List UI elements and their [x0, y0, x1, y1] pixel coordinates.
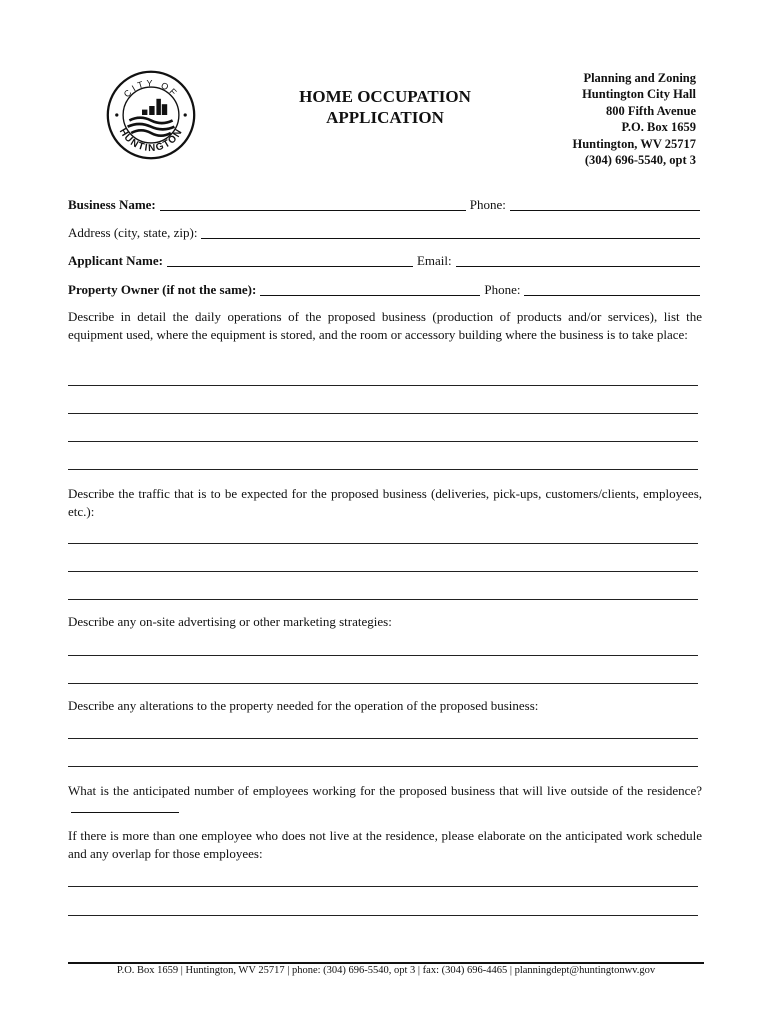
answer-line[interactable]	[68, 738, 698, 739]
employees-count-field[interactable]	[71, 801, 179, 813]
answer-line[interactable]	[68, 886, 698, 887]
form-title	[270, 86, 500, 128]
question-employees-count-text: What is the anticipated number of employees working for the proposed business that will live outside of the residence?	[68, 783, 702, 798]
question-daily-operations: Describe in detail the daily operations of the proposed business (production of products and/or services), list the equipment used, where the equipment is stored, and the room or accessory building where the business is to take place:	[68, 309, 702, 342]
seal-top-text: CITY OF	[121, 78, 181, 100]
applicant-row	[68, 253, 700, 269]
address-label: Address (city, state, zip):	[68, 225, 198, 240]
office-line: (304) 696-5540, opt 3	[584, 153, 696, 168]
phone-field[interactable]	[510, 198, 700, 211]
address-row	[68, 225, 700, 241]
question-traffic: Describe the traffic that is to be expected for the proposed business (deliveries, pick-ups, customers/clients, employees, etc.):	[68, 486, 702, 519]
question-advertising: Describe any on-site advertising or other marketing strategies:	[68, 614, 392, 629]
office-line: Huntington, WV 25717	[572, 136, 696, 151]
question-alterations: Describe any alterations to the property needed for the operation of the proposed business:	[68, 698, 539, 713]
phone-label: Phone:	[469, 197, 506, 212]
office-address-block	[572, 70, 696, 168]
owner-phone-label: Phone:	[484, 282, 521, 297]
property-owner-label: Property Owner (if not the same):	[68, 282, 257, 297]
footer-divider	[68, 962, 704, 964]
answer-line[interactable]	[68, 683, 698, 684]
business-name-label: Business Name:	[68, 197, 156, 212]
answer-line[interactable]	[68, 413, 698, 414]
applicant-name-label: Applicant Name:	[68, 253, 163, 268]
answer-line[interactable]	[68, 915, 698, 916]
office-line: 800 Fifth Avenue	[605, 103, 696, 118]
property-owner-field[interactable]	[260, 283, 480, 296]
seal-bottom-text: HUNTINGTON	[116, 126, 186, 155]
city-seal-logo	[106, 70, 196, 160]
property-owner-row	[68, 282, 700, 298]
form-title-line-1: HOME OCCUPATION	[299, 87, 471, 106]
question-employee-schedule: If there is more than one employee who does not live at the residence, please elaborate on the anticipated work schedule and any overlap for those employees:	[68, 828, 702, 861]
answer-line[interactable]	[68, 766, 698, 767]
answer-line[interactable]	[68, 571, 698, 572]
email-label: Email:	[416, 253, 452, 268]
owner-phone-field[interactable]	[524, 283, 700, 296]
applicant-name-field[interactable]	[167, 254, 413, 267]
business-name-row	[68, 197, 700, 213]
office-line: Planning and Zoning	[583, 71, 696, 85]
footer-contact: P.O. Box 1659 | Huntington, WV 25717 | phone: (304) 696-5540, opt 3 | fax: (304) 696-4465 | planningdept@huntingtonwv.gov	[116, 965, 656, 976]
office-line: P.O. Box 1659	[621, 120, 696, 135]
answer-line[interactable]	[68, 599, 698, 600]
answer-line[interactable]	[68, 543, 698, 544]
address-field[interactable]	[201, 226, 700, 239]
office-line: Huntington City Hall	[582, 87, 696, 102]
question-employees-count	[68, 782, 702, 818]
email-field[interactable]	[456, 254, 700, 267]
answer-line[interactable]	[68, 385, 698, 386]
answer-line[interactable]	[68, 441, 698, 442]
answer-line[interactable]	[68, 655, 698, 656]
answer-line[interactable]	[68, 469, 698, 470]
business-name-field[interactable]	[160, 198, 466, 211]
form-title-line-2: APPLICATION	[326, 108, 444, 127]
